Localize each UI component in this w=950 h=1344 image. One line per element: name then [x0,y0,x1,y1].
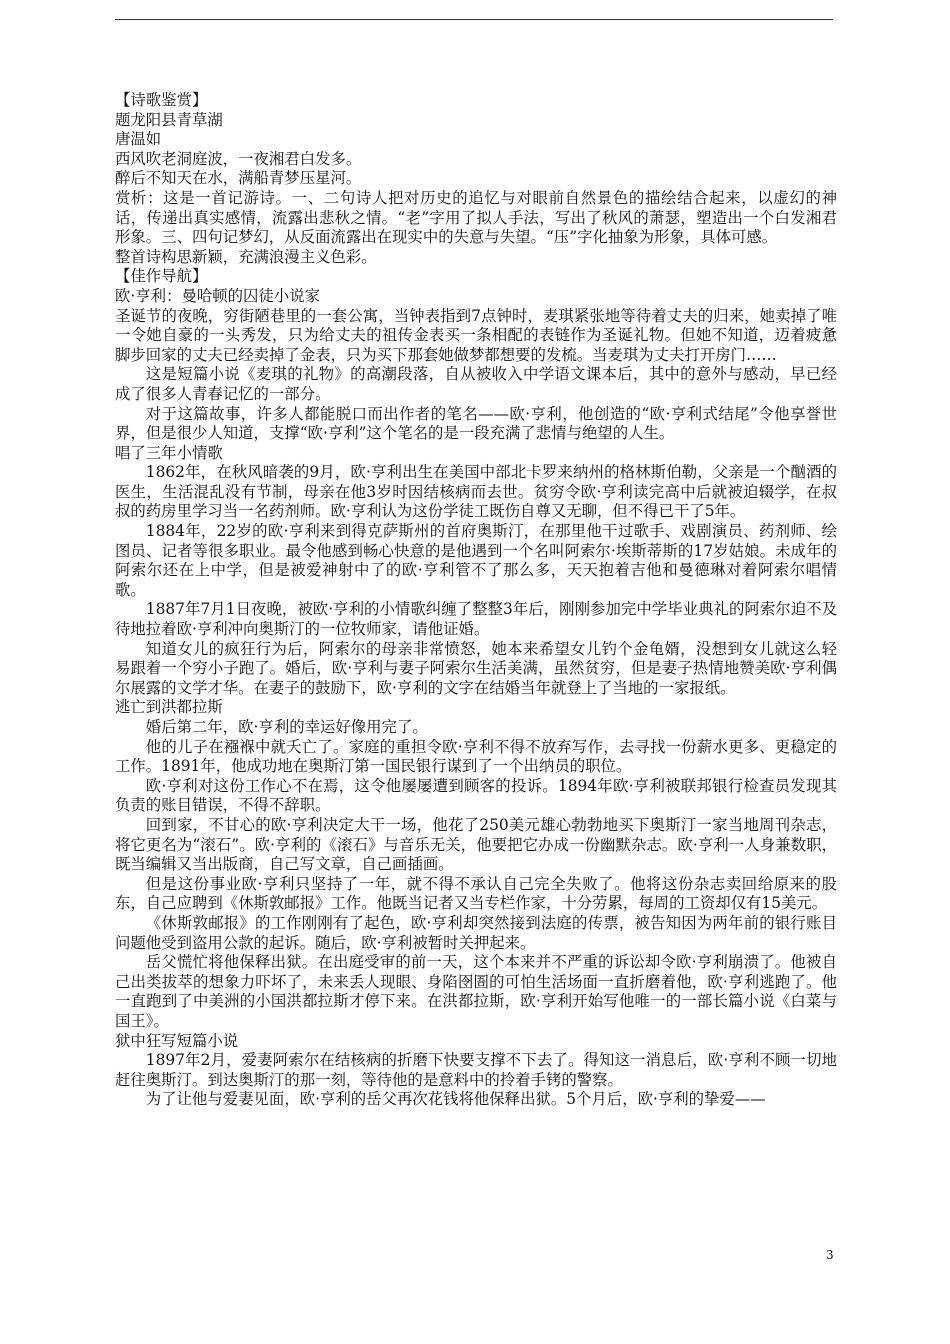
paragraph: 知道女儿的疯狂行为后，阿索尔的母亲非常愤怒，她本来希望女儿钓个金龟婿，没想到女儿就这么轻易跟着一个穷小子跑了。婚后，欧·亨利与妻子阿索尔生活美满，虽然贫穷，但是妻子热情地赞美欧·亨利偶尔展露的文学才华。在妻子的鼓励下，欧·亨利的文字在结婚当年就登上了当地的一家报纸。 [115,639,837,697]
paragraph: 1887年7月1日夜晚，被欧·亨利的小情歌纠缠了整整3年后，刚刚参加完中学毕业典礼的阿索尔迫不及待地拉着欧·亨利冲向奥斯汀的一位牧师家，请他证婚。 [115,600,837,639]
paragraph: 对于这篇故事，许多人都能脱口而出作者的笔名——欧·亨利，他创造的“欧·亨利式结尾”令他享誉世界，但是很少人知道，支撑“欧·亨利”这个笔名的是一段充满了悲情与绝望的人生。 [115,404,837,443]
subheading-honduras: 逃亡到洪都拉斯 [115,698,223,717]
guide-section-heading: 【佳作导航】 [115,267,208,286]
paragraph: 欧·亨利对这份工作心不在焉，这令他屡屡遭到顾客的投诉。1894年欧·亨利被联邦银行检查员发现其负责的账目错误，不得不辞职。 [115,776,837,815]
paragraph: 1884年，22岁的欧·亨利来到得克萨斯州的首府奥斯汀，在那里他干过歌手、戏剧演员、药剂师、绘图员、记者等很多职业。最令他感到畅心快意的是他遇到一个名叫阿索尔·埃斯蒂斯的17岁姑娘。未成年的阿索尔还在上中学，但是被爱神射中了的欧·亨利管不了那么多，天天抱着吉他和曼德琳对着阿索尔唱情歌。 [115,522,837,599]
page-number: 3 [826,1248,834,1262]
appreciation-conclusion: 整首诗构思新颖，充满浪漫主义色彩。 [115,247,377,266]
paragraph: 他的儿子在襁褓中就夭亡了。家庭的重担令欧·亨利不得不放弃写作，去寻找一份薪水更多、更稳定的工作。1891年，他成功地在奥斯汀第一国民银行谋到了一个出纳员的职位。 [115,737,837,776]
article-title: 欧·亨利：曼哈顿的囚徒小说家 [115,286,320,305]
subheading-prison: 狱中狂写短篇小说 [115,1031,239,1050]
paragraph: 婚后第二年，欧·亨利的幸运好像用完了。 [145,718,428,736]
page-content [115,91,837,1110]
intro-paragraph: 圣诞节的夜晚，穷街陋巷里的一套公寓，当钟表指到7点钟时，麦琪紧张地等待着丈夫的归来，她卖掉了唯一令她自豪的一头秀发，只为给丈夫的祖传金表买一条相配的表链作为圣诞礼物。但她不知道，迈着疲惫脚步回家的丈夫已经卖掉了金表，只为买下那套她做梦都想要的发梳。当麦琪为丈夫打开房门…… [115,306,837,364]
paragraph: 岳父慌忙将他保释出狱。在出庭受审的前一天，这个本来并不严重的诉讼却令欧·亨利崩溃了。他被自己出类拔萃的想象力吓坏了，未来丢人现眼、身陷囹圄的可怕生活场面一直折磨着他，欧·亨利逃跑了。他一直跑到了中美洲的小国洪都拉斯才停下来。在洪都拉斯，欧·亨利开始写他唯一的一部长篇小说《白菜与国王》。 [115,953,837,1030]
paragraph: 1897年2月，爱妻阿索尔在结核病的折磨下快要支撑不下去了。得知这一消息后，欧·亨利不顾一切地赶往奥斯汀。到达奥斯汀的那一刻，等待他的是意料中的拎着手铐的警察。 [115,1051,837,1089]
paragraph: 这是短篇小说《麦琪的礼物》的高潮段落，自从被收入中学语文课本后，其中的意外与感动，早已经成了很多人青春记忆的一部分。 [115,365,837,403]
paragraph: 《休斯敦邮报》的工作刚刚有了起色，欧·亨利却突然接到法庭的传票，被告知因为两年前的银行账目问题他受到盗用公款的起诉。随后，欧·亨利被暂时关押起来。 [115,913,837,952]
poetry-section-heading: 【诗歌鉴赏】 [115,91,208,109]
paragraph: 但是这份事业欧·亨利只坚持了一年，就不得不承认自己完全失败了。他将这份杂志卖回给原来的股东，自己应聘到《休斯敦邮报》工作。他既当记者又当专栏作家，十分劳累，每周的工资却仅有15美元。 [115,874,837,913]
paragraph: 回到家，不甘心的欧·亨利决定大干一场，他花了250美元雄心勃勃地买下奥斯汀一家当地周刊杂志，将它更名为“滚石”。欧·亨利的《滚石》与音乐无关，他要把它办成一份幽默杂志。欧·亨利一人身兼数职，既当编辑又当出版商，自己写文章，自己画插画。 [115,815,837,874]
subheading-love-songs: 唱了三年小情歌 [115,443,223,462]
poem-author: 唐温如 [115,130,162,149]
poem-line-1: 西风吹老洞庭波，一夜湘君白发多。 [115,149,362,168]
poem-line-2: 醉后不知天在水，满船青梦压星河。 [115,169,362,188]
poem-title: 题龙阳县青草湖 [115,110,223,129]
paragraph: 为了让他与爱妻见面，欧·亨利的岳父再次花钱将他保释出狱。5个月后，欧·亨利的挚爱—— [145,1090,766,1109]
paragraph: 1862年，在秋风暗袭的9月，欧·亨利出生在美国中部北卡罗来纳州的格林斯伯勒，父亲是一个酗酒的医生，生活混乱没有节制，母亲在他3岁时因结核病而去世。贫穷令欧·亨利读完高中后就被迫辍学，在叔叔的药房里学习当一名药剂师。欧·亨利认为这份学徒工既伤自尊又无聊，但不得已干了5年。 [115,463,837,521]
appreciation-paragraph: 赏析：这是一首记游诗。一、二句诗人把对历史的追忆与对眼前自然景色的描绘结合起来，以虚幻的神话，传递出真实感情，流露出悲秋之情。“老”字用了拟人手法，写出了秋风的萧瑟，塑造出一个白发湘君形象。三、四句记梦幻，从反面流露出在现实中的失意与失望。“压”字化抽象为形象，具体可感。 [115,188,837,247]
header-rule [115,19,833,20]
